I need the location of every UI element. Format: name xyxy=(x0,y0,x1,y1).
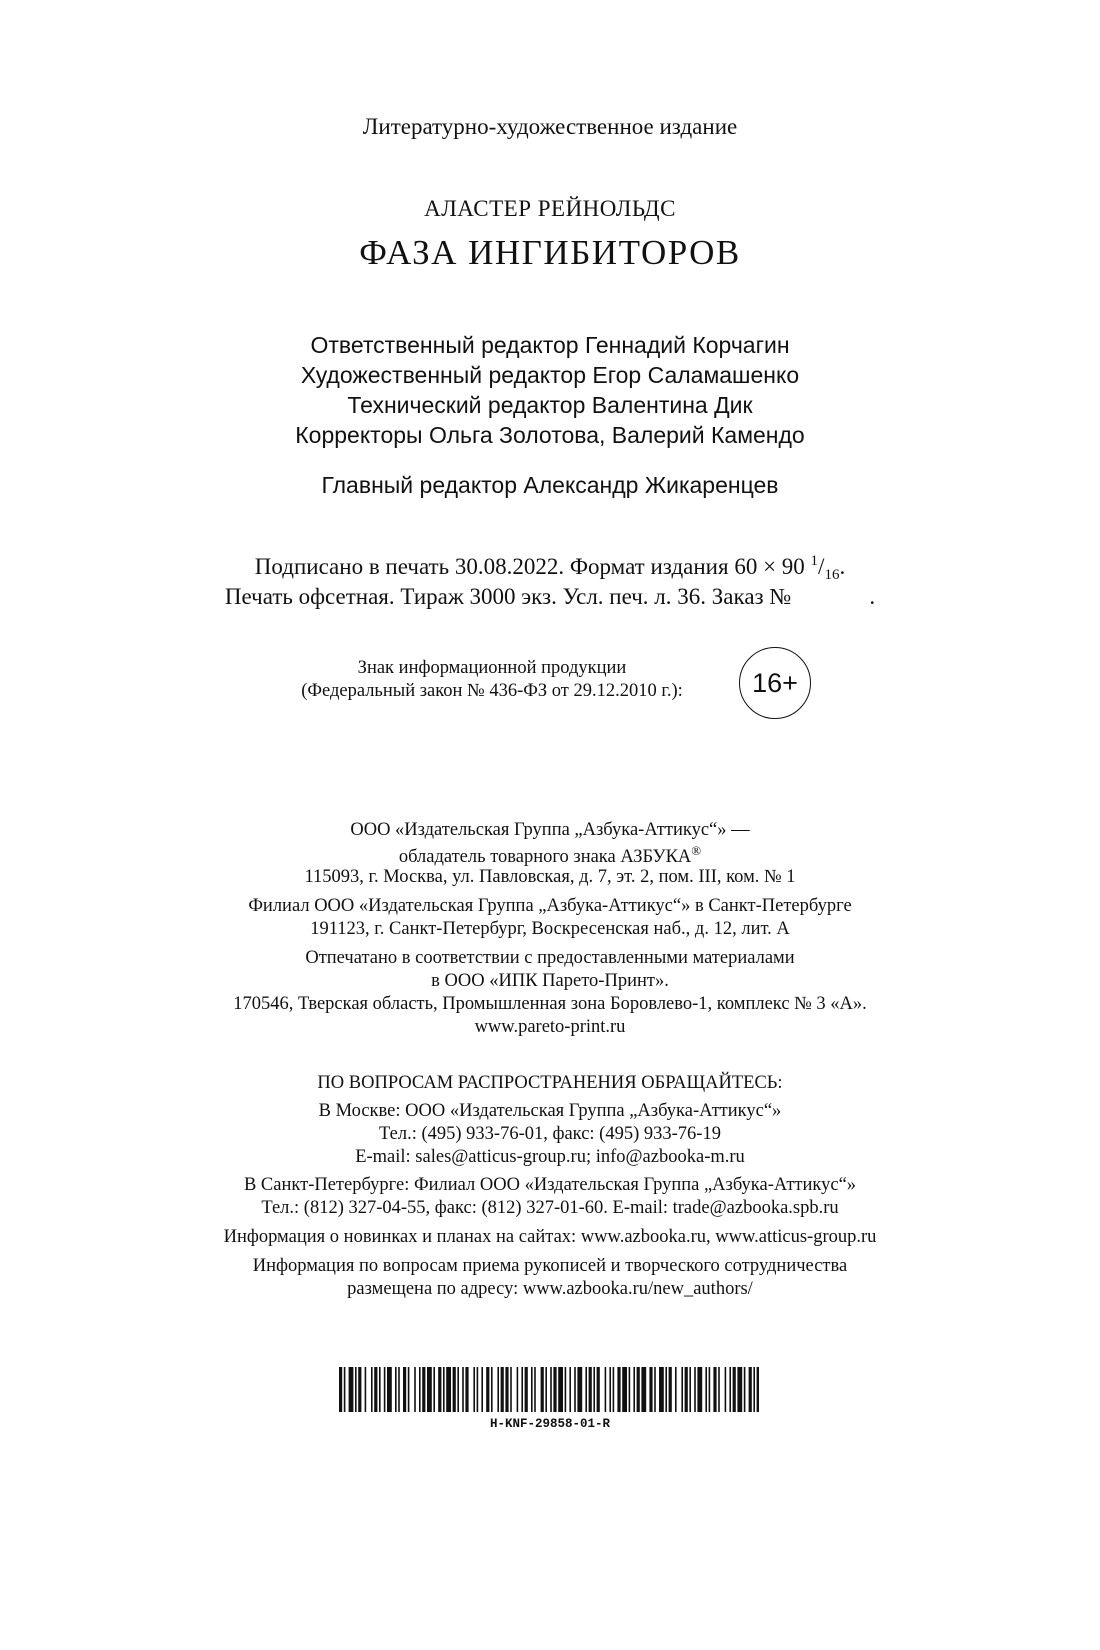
barcode-bar xyxy=(433,1367,435,1412)
print-run-end: . xyxy=(869,584,876,609)
barcode-bar xyxy=(414,1367,416,1412)
barcode-bar xyxy=(534,1367,536,1412)
barcode-bar xyxy=(709,1367,711,1412)
barcode-bar xyxy=(718,1367,720,1412)
barcode-bar xyxy=(637,1367,640,1412)
barcode-bar xyxy=(427,1367,432,1412)
book-title: ФАЗА ИНГИБИТОРОВ xyxy=(359,233,741,272)
barcode-bar xyxy=(443,1367,445,1412)
barcode-bar xyxy=(541,1367,544,1412)
branch-name: Филиал ООО «Издательская Группа „Азбука-Аттикус“» в Санкт-Петербурге xyxy=(248,896,852,916)
printer-line-1: Отпечатано в соответствии с предоставленными материалами xyxy=(305,948,795,968)
barcode-bar xyxy=(697,1367,702,1412)
barcode-bar xyxy=(681,1367,683,1412)
barcode-bar xyxy=(398,1367,400,1412)
barcode-bar xyxy=(462,1367,464,1412)
barcode-bar xyxy=(419,1367,421,1412)
printer-line-2: в ООО «ИПК Парето-Принт». xyxy=(431,971,669,991)
distribution-heading: ПО ВОПРОСАМ РАСПРОСТРАНЕНИЯ ОБРАЩАЙТЕСЬ: xyxy=(317,1073,783,1093)
technical-editor: Технический редактор Валентина Дик xyxy=(347,392,753,418)
barcode-bar xyxy=(629,1367,631,1412)
barcode-bar xyxy=(589,1367,592,1412)
barcode-bar xyxy=(545,1367,547,1412)
barcode-bar xyxy=(477,1367,479,1412)
barcode-bar xyxy=(384,1367,386,1412)
barcode-bar xyxy=(371,1367,373,1412)
barcode-bar xyxy=(729,1367,731,1412)
distribution-spb: В Санкт-Петербурге: Филиал ООО «Издательская Группа „Азбука-Аттикус“» xyxy=(243,1175,857,1195)
barcode-bar xyxy=(558,1367,563,1412)
barcode-bar xyxy=(749,1367,752,1412)
manuscripts-info-2: размещена по адресу: www.azbooka.ru/new_authors/ xyxy=(347,1279,753,1299)
barcode-bar xyxy=(481,1367,483,1412)
barcode-bar xyxy=(497,1367,499,1412)
barcode-bar xyxy=(675,1367,677,1412)
format-end: . xyxy=(839,554,846,579)
barcode-bar xyxy=(453,1367,456,1412)
publisher-name: ООО «Издательская Группа „Азбука-Аттикус“» — xyxy=(350,820,750,840)
barcode-bar xyxy=(694,1367,696,1412)
barcode-bar xyxy=(633,1367,635,1412)
barcode-bar xyxy=(669,1367,672,1412)
barcode-bar xyxy=(685,1367,688,1412)
barcode-bar xyxy=(757,1367,759,1412)
format-numerator: 1 xyxy=(810,553,819,569)
barcode-bar xyxy=(531,1367,533,1412)
barcode-bar xyxy=(613,1367,615,1412)
barcode-bar xyxy=(725,1367,727,1412)
format-slash: / xyxy=(818,554,825,579)
barcode-bar xyxy=(501,1367,504,1412)
age-rating-law: (Федеральный закон № 436-ФЗ от 29.12.2010 г.): xyxy=(301,681,683,701)
barcode-bar xyxy=(753,1367,755,1412)
barcode-bar xyxy=(349,1367,354,1412)
barcode xyxy=(339,1367,759,1412)
barcode-bar xyxy=(446,1367,451,1412)
barcode-bar xyxy=(597,1367,600,1412)
barcode-bar xyxy=(358,1367,361,1412)
barcode-bar xyxy=(473,1367,475,1412)
print-signed-line xyxy=(0,553,1100,584)
barcode-bar xyxy=(665,1367,667,1412)
print-signed-text: Подписано в печать 30.08.2022. Формат издания 60 × 90 xyxy=(254,554,805,579)
chief-editor: Главный редактор Александр Жикаренцев xyxy=(321,472,779,498)
edition-type: Литературно-художественное издание xyxy=(362,114,738,139)
news-info: Информация о новинках и планах на сайтах: www.azbooka.ru, www.atticus-group.ru xyxy=(223,1227,877,1247)
barcode-bar xyxy=(569,1367,571,1412)
distribution-spb-contacts: Тел.: (812) 327-04-55, факс: (812) 327-01-60. E-mail: trade@azbooka.spb.ru xyxy=(261,1198,839,1218)
barcode-bar xyxy=(395,1367,397,1412)
barcode-bar xyxy=(491,1367,493,1412)
distribution-moscow-email: E-mail: sales@atticus-group.ru; info@azbooka-m.ru xyxy=(355,1147,745,1167)
trademark-owner-line xyxy=(0,843,1100,868)
barcode-bar xyxy=(705,1367,707,1412)
barcode-bar xyxy=(387,1367,392,1412)
barcode-code: H-KNF-29858-01-R xyxy=(489,1417,611,1431)
barcode-bar xyxy=(565,1367,567,1412)
trademark-owner: обладатель товарного знака АЗБУКА xyxy=(398,847,692,867)
barcode-bar xyxy=(550,1367,552,1412)
barcode-bar xyxy=(521,1367,523,1412)
print-run-line xyxy=(0,584,1100,610)
printer-website: www.pareto-print.ru xyxy=(474,1017,626,1037)
print-run-text: Печать офсетная. Тираж 3000 экз. Усл. печ. л. 36. Заказ № xyxy=(224,584,792,609)
registered-mark: ® xyxy=(691,843,702,858)
barcode-bar xyxy=(379,1367,381,1412)
barcode-bar xyxy=(486,1367,489,1412)
barcode-bar xyxy=(577,1367,582,1412)
barcode-bar xyxy=(553,1367,556,1412)
barcode-bar xyxy=(744,1367,746,1412)
barcode-bar xyxy=(525,1367,528,1412)
barcode-bar xyxy=(422,1367,425,1412)
manuscripts-info-1: Информация по вопросам приема рукописей и творческого сотрудничества xyxy=(252,1256,848,1276)
age-rating-label: Знак информационной продукции xyxy=(357,658,627,678)
format-denominator: 16 xyxy=(824,567,840,583)
managing-editor: Ответственный редактор Геннадий Корчагин xyxy=(310,332,790,358)
barcode-bar xyxy=(649,1367,652,1412)
barcode-bar xyxy=(733,1367,736,1412)
barcode-bar xyxy=(641,1367,646,1412)
barcode-bar xyxy=(403,1367,406,1412)
barcode-bar xyxy=(457,1367,459,1412)
barcode-bar xyxy=(593,1367,595,1412)
barcode-bar xyxy=(408,1367,410,1412)
barcode-bar xyxy=(617,1367,620,1412)
barcode-bar xyxy=(505,1367,508,1412)
barcode-bar xyxy=(374,1367,377,1412)
barcode-bar xyxy=(622,1367,627,1412)
barcode-bar xyxy=(659,1367,664,1412)
proofreaders: Корректоры Ольга Золотова, Валерий Камендо xyxy=(295,422,805,448)
barcode-bar xyxy=(339,1367,342,1412)
barcode-bar xyxy=(609,1367,611,1412)
author-name: АЛАСТЕР РЕЙНОЛЬДС xyxy=(424,196,676,221)
barcode-bar xyxy=(510,1367,512,1412)
barcode-bar xyxy=(737,1367,742,1412)
barcode-bar xyxy=(605,1367,607,1412)
age-rating-badge: 16+ xyxy=(739,647,811,719)
publisher-address: 115093, г. Москва, ул. Павловская, д. 7, эт. 2, пом. III, ком. № 1 xyxy=(304,867,796,887)
barcode-bar xyxy=(344,1367,346,1412)
barcode-bar xyxy=(689,1367,691,1412)
barcode-bar xyxy=(517,1367,519,1412)
barcode-bar xyxy=(585,1367,587,1412)
distribution-moscow-phone: Тел.: (495) 933-76-01, факс: (495) 933-76-19 xyxy=(379,1124,721,1144)
art-editor: Художественный редактор Егор Саламашенко xyxy=(300,362,800,388)
barcode-bar xyxy=(365,1367,367,1412)
distribution-moscow: В Москве: ООО «Издательская Группа „Азбука-Аттикус“» xyxy=(318,1101,782,1121)
barcode-bar xyxy=(574,1367,576,1412)
barcode-bar xyxy=(355,1367,357,1412)
barcode-bar xyxy=(438,1367,441,1412)
barcode-bar xyxy=(713,1367,716,1412)
barcode-bar xyxy=(465,1367,468,1412)
printer-address: 170546, Тверская область, Промышленная зона Боровлево-1, комплекс № 3 «А». xyxy=(233,994,867,1014)
branch-address: 191123, г. Санкт-Петербург, Воскресенская наб., д. 12, лит. А xyxy=(310,919,790,939)
barcode-bar xyxy=(654,1367,656,1412)
